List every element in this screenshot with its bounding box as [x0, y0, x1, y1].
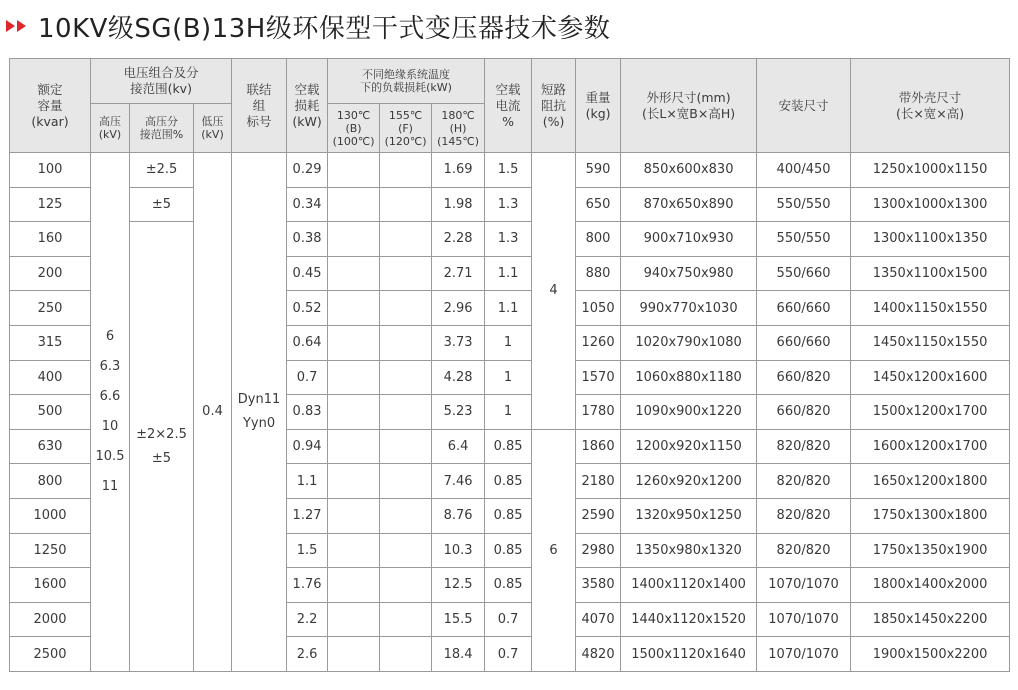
header-capacity: 额定 容量 (kvar): [10, 59, 91, 153]
header-load-loss-group: 不同绝缘系统温度 下的负载损耗(kW): [328, 59, 485, 104]
cell-no-load-loss: 0.34: [287, 187, 328, 222]
cell-no-load-loss: 0.64: [287, 325, 328, 360]
cell-no-load-loss: 0.94: [287, 429, 328, 464]
cell-load-130: [328, 256, 380, 291]
page-title: 10KV级SG(B)13H级环保型干式变压器技术参数: [38, 13, 611, 44]
cell-no-load-current: 1.3: [485, 222, 532, 257]
cell-dimensions: 1090x900x1220: [621, 395, 757, 430]
cell-weight: 880: [576, 256, 621, 291]
cell-dimensions: 870x650x890: [621, 187, 757, 222]
cell-no-load-current: 0.7: [485, 602, 532, 637]
cell-impedance: 6: [532, 429, 576, 671]
cell-weight: 1050: [576, 291, 621, 326]
cell-dimensions: 1400x1120x1400: [621, 568, 757, 603]
cell-load-130: [328, 395, 380, 430]
hv-value: 11: [101, 478, 119, 494]
cell-install: 820/820: [757, 464, 851, 499]
cell-install: 660/820: [757, 395, 851, 430]
cell-no-load-current: 0.85: [485, 498, 532, 533]
header-impedance: 短路 阻抗 (%): [532, 59, 576, 153]
cell-load-130: [328, 153, 380, 188]
header-voltage-group: 电压组合及分 接范围(kv): [91, 59, 232, 104]
hv-value: 6.6: [99, 388, 121, 404]
tap-value: ±2×2.5: [136, 426, 187, 442]
cell-install: 820/820: [757, 533, 851, 568]
cell-install: 1070/1070: [757, 602, 851, 637]
cell-capacity: 630: [10, 429, 91, 464]
cell-capacity: 400: [10, 360, 91, 395]
cell-capacity: 1000: [10, 498, 91, 533]
cell-install: 550/550: [757, 222, 851, 257]
hv-value: 6.3: [99, 358, 121, 374]
cell-no-load-loss: 2.2: [287, 602, 328, 637]
cell-dimensions: 850x600x830: [621, 153, 757, 188]
cell-install: 820/820: [757, 498, 851, 533]
cell-weight: 1260: [576, 325, 621, 360]
header-weight: 重量 (kg): [576, 59, 621, 153]
hv-value: 10.5: [95, 448, 125, 464]
tap-value: ±5: [151, 450, 172, 466]
hv-value: 10: [101, 418, 119, 434]
cell-load-155: [380, 325, 432, 360]
cell-load-180: 15.5: [432, 602, 485, 637]
cell-load-130: [328, 429, 380, 464]
cell-lv-voltage: 0.4: [194, 153, 232, 672]
cell-load-180: 1.98: [432, 187, 485, 222]
connection-value: Dyn11: [237, 391, 281, 407]
header-enclosure: 带外壳尺寸 (长×宽×高): [851, 59, 1010, 153]
cell-weight: 1570: [576, 360, 621, 395]
cell-load-180: 2.71: [432, 256, 485, 291]
cell-load-130: [328, 464, 380, 499]
cell-no-load-current: 1.1: [485, 256, 532, 291]
hv-value: 6: [105, 328, 115, 344]
cell-capacity: 500: [10, 395, 91, 430]
cell-weight: 2180: [576, 464, 621, 499]
cell-capacity: 200: [10, 256, 91, 291]
cell-capacity: 100: [10, 153, 91, 188]
cell-no-load-loss: 0.29: [287, 153, 328, 188]
cell-load-180: 2.96: [432, 291, 485, 326]
cell-install: 1070/1070: [757, 637, 851, 672]
cell-weight: 2980: [576, 533, 621, 568]
header-hv: 高压 (kV): [91, 104, 130, 153]
cell-load-180: 1.69: [432, 153, 485, 188]
cell-capacity: 1600: [10, 568, 91, 603]
cell-load-130: [328, 498, 380, 533]
cell-load-180: 4.28: [432, 360, 485, 395]
cell-load-155: [380, 464, 432, 499]
cell-load-130: [328, 187, 380, 222]
cell-enclosure: 1650x1200x1800: [851, 464, 1010, 499]
cell-capacity: 315: [10, 325, 91, 360]
cell-dimensions: 990x770x1030: [621, 291, 757, 326]
header-install: 安装尺寸: [757, 59, 851, 153]
cell-load-155: [380, 602, 432, 637]
table-row: [10, 187, 1010, 222]
cell-load-155: [380, 222, 432, 257]
cell-enclosure: 1600x1200x1700: [851, 429, 1010, 464]
cell-load-180: 10.3: [432, 533, 485, 568]
cell-impedance: 4: [532, 153, 576, 430]
cell-load-180: 8.76: [432, 498, 485, 533]
cell-no-load-current: 0.85: [485, 533, 532, 568]
cell-enclosure: 1250x1000x1150: [851, 153, 1010, 188]
cell-load-130: [328, 602, 380, 637]
cell-weight: 1780: [576, 395, 621, 430]
cell-install: 550/550: [757, 187, 851, 222]
cell-load-130: [328, 637, 380, 672]
cell-dimensions: 940x750x980: [621, 256, 757, 291]
cell-install: 820/820: [757, 429, 851, 464]
cell-dimensions: 1260x920x1200: [621, 464, 757, 499]
cell-connection: [232, 153, 287, 672]
cell-capacity: 2500: [10, 637, 91, 672]
cell-install: 660/660: [757, 291, 851, 326]
cell-load-155: [380, 533, 432, 568]
cell-load-180: 3.73: [432, 325, 485, 360]
cell-load-130: [328, 360, 380, 395]
cell-enclosure: 1750x1350x1900: [851, 533, 1010, 568]
cell-load-155: [380, 568, 432, 603]
cell-no-load-loss: 1.76: [287, 568, 328, 603]
cell-tap-range: ±5: [130, 187, 194, 222]
cell-no-load-loss: 1.5: [287, 533, 328, 568]
cell-dimensions: 1060x880x1180: [621, 360, 757, 395]
header-connection: 联结 组 标号: [232, 59, 287, 153]
cell-load-155: [380, 187, 432, 222]
cell-capacity: 1250: [10, 533, 91, 568]
cell-enclosure: 1450x1200x1600: [851, 360, 1010, 395]
double-arrow-icon: [6, 20, 28, 32]
cell-capacity: 2000: [10, 602, 91, 637]
cell-install: 400/450: [757, 153, 851, 188]
cell-dimensions: 1320x950x1250: [621, 498, 757, 533]
cell-no-load-current: 1: [485, 325, 532, 360]
cell-install: 660/660: [757, 325, 851, 360]
cell-enclosure: 1400x1150x1550: [851, 291, 1010, 326]
cell-no-load-current: 0.7: [485, 637, 532, 672]
cell-no-load-current: 1: [485, 395, 532, 430]
cell-no-load-loss: 0.83: [287, 395, 328, 430]
cell-capacity: 160: [10, 222, 91, 257]
cell-install: 1070/1070: [757, 568, 851, 603]
cell-enclosure: 1500x1200x1700: [851, 395, 1010, 430]
cell-install: 550/660: [757, 256, 851, 291]
cell-load-155: [380, 637, 432, 672]
cell-weight: 800: [576, 222, 621, 257]
cell-enclosure: 1300x1000x1300: [851, 187, 1010, 222]
cell-load-155: [380, 429, 432, 464]
cell-enclosure: 1750x1300x1800: [851, 498, 1010, 533]
title-bar: [6, 8, 610, 44]
header-temp-180: 180℃ (H) (145℃): [432, 104, 485, 153]
cell-weight: 650: [576, 187, 621, 222]
cell-load-155: [380, 498, 432, 533]
cell-capacity: 250: [10, 291, 91, 326]
cell-weight: 4070: [576, 602, 621, 637]
cell-load-130: [328, 533, 380, 568]
cell-load-180: 6.4: [432, 429, 485, 464]
connection-value: Yyn0: [242, 415, 276, 431]
cell-enclosure: 1450x1150x1550: [851, 325, 1010, 360]
cell-no-load-current: 0.85: [485, 429, 532, 464]
cell-dimensions: 900x710x930: [621, 222, 757, 257]
cell-tap-range: [130, 222, 194, 672]
cell-hv-voltages: [91, 153, 130, 672]
cell-install: 660/820: [757, 360, 851, 395]
cell-dimensions: 1350x980x1320: [621, 533, 757, 568]
cell-enclosure: 1300x1100x1350: [851, 222, 1010, 257]
cell-load-180: 5.23: [432, 395, 485, 430]
cell-no-load-loss: 0.38: [287, 222, 328, 257]
header-tap: 高压分 接范围%: [130, 104, 194, 153]
table-header: [10, 59, 1010, 153]
cell-dimensions: 1020x790x1080: [621, 325, 757, 360]
cell-load-155: [380, 360, 432, 395]
cell-enclosure: 1850x1450x2200: [851, 602, 1010, 637]
cell-no-load-current: 1.1: [485, 291, 532, 326]
cell-no-load-current: 0.85: [485, 568, 532, 603]
cell-load-130: [328, 568, 380, 603]
cell-no-load-loss: 1.1: [287, 464, 328, 499]
cell-no-load-current: 1.3: [485, 187, 532, 222]
header-no-load-current: 空载 电流 %: [485, 59, 532, 153]
cell-no-load-loss: 0.52: [287, 291, 328, 326]
spec-table: [9, 58, 1010, 672]
cell-load-155: [380, 256, 432, 291]
cell-load-155: [380, 291, 432, 326]
cell-enclosure: 1900x1500x2200: [851, 637, 1010, 672]
header-no-load-loss: 空载 损耗 (kW): [287, 59, 328, 153]
cell-weight: 2590: [576, 498, 621, 533]
cell-load-130: [328, 291, 380, 326]
cell-load-155: [380, 395, 432, 430]
cell-no-load-current: 1.5: [485, 153, 532, 188]
cell-dimensions: 1440x1120x1520: [621, 602, 757, 637]
cell-no-load-loss: 2.6: [287, 637, 328, 672]
cell-enclosure: 1350x1100x1500: [851, 256, 1010, 291]
cell-no-load-loss: 0.45: [287, 256, 328, 291]
header-dimensions: 外形尺寸(mm) (长L×宽B×高H): [621, 59, 757, 153]
table-row: [10, 222, 1010, 257]
cell-load-180: 18.4: [432, 637, 485, 672]
cell-weight: 590: [576, 153, 621, 188]
cell-load-130: [328, 222, 380, 257]
cell-load-180: 12.5: [432, 568, 485, 603]
cell-load-155: [380, 153, 432, 188]
cell-dimensions: 1200x920x1150: [621, 429, 757, 464]
cell-load-180: 2.28: [432, 222, 485, 257]
cell-weight: 1860: [576, 429, 621, 464]
cell-load-130: [328, 325, 380, 360]
cell-enclosure: 1800x1400x2000: [851, 568, 1010, 603]
cell-capacity: 125: [10, 187, 91, 222]
table-body: [10, 153, 1010, 672]
cell-capacity: 800: [10, 464, 91, 499]
cell-dimensions: 1500x1120x1640: [621, 637, 757, 672]
table-row: [10, 153, 1010, 188]
header-lv: 低压 (kV): [194, 104, 232, 153]
cell-no-load-loss: 0.7: [287, 360, 328, 395]
cell-weight: 3580: [576, 568, 621, 603]
header-temp-155: 155℃ (F) (120℃): [380, 104, 432, 153]
cell-no-load-current: 0.85: [485, 464, 532, 499]
cell-no-load-loss: 1.27: [287, 498, 328, 533]
cell-no-load-current: 1: [485, 360, 532, 395]
cell-tap-range: ±2.5: [130, 153, 194, 188]
cell-weight: 4820: [576, 637, 621, 672]
header-temp-130: 130℃ (B) (100℃): [328, 104, 380, 153]
cell-load-180: 7.46: [432, 464, 485, 499]
